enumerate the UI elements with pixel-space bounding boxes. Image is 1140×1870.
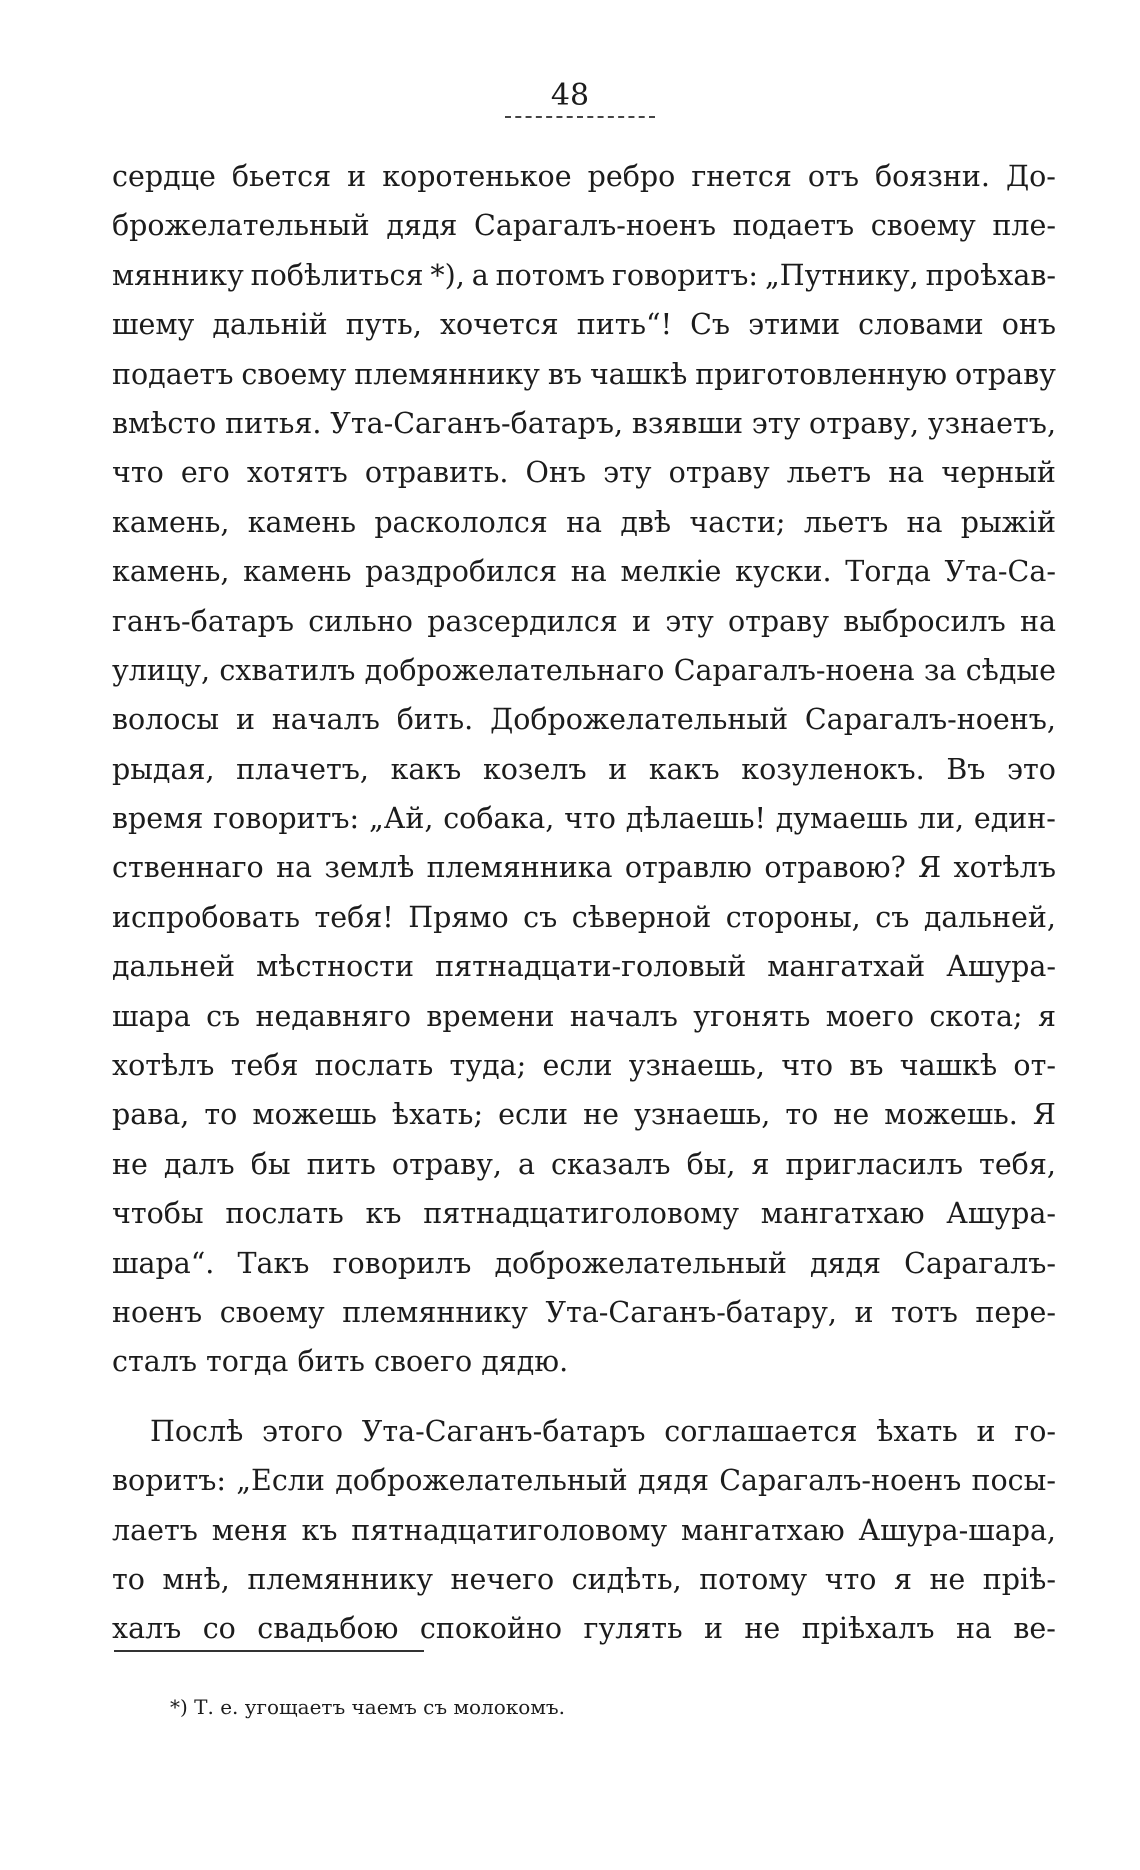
word: гулять (583, 1612, 683, 1646)
word: До- (1005, 160, 1056, 193)
word: Сарагалъ- (904, 1246, 1056, 1280)
word: воритъ: (112, 1464, 226, 1498)
word: началъ (569, 999, 678, 1033)
word: Ута-Саганъ-батару, (545, 1295, 837, 1329)
word: раздробился (365, 555, 558, 589)
word: ребро (587, 160, 676, 193)
word: за (923, 653, 957, 687)
word: ли, (917, 802, 965, 836)
text-line (112, 251, 1056, 300)
word: Ашура- (946, 1197, 1056, 1231)
word: то (204, 1098, 238, 1132)
word: своему (870, 209, 976, 243)
word: пріѣ- (982, 1562, 1056, 1596)
word: отраву (727, 604, 829, 638)
word: улицу, (112, 653, 211, 687)
word: дядя (809, 1246, 882, 1280)
word: пятнадцатиголовому (351, 1513, 668, 1547)
word: части; (689, 505, 786, 539)
word: ѣхать; (391, 1098, 484, 1132)
word: пить“! (576, 308, 673, 342)
word: мѣстности (256, 950, 415, 984)
word: пере- (975, 1295, 1056, 1329)
word: доброжелательный (494, 1246, 787, 1280)
word: камень, (112, 555, 230, 589)
word: хочется (439, 308, 559, 342)
word: не (929, 1562, 966, 1596)
word: говорилъ (332, 1246, 472, 1280)
word: то (785, 1098, 819, 1132)
word: хотѣлъ (953, 851, 1056, 885)
word: туда; (449, 1049, 527, 1083)
word: коротенькое (382, 160, 572, 193)
word: Доброжелательный (490, 703, 789, 737)
word: и (347, 160, 367, 193)
word: къ (301, 1513, 338, 1547)
word: пятнадцатиголовому (423, 1197, 740, 1231)
text-line (112, 695, 1056, 744)
word: чашкѣ (899, 1049, 998, 1083)
word: шему (112, 308, 195, 342)
word: питья. (225, 406, 322, 440)
word: ственнаго (112, 851, 264, 885)
word: Я (1032, 1098, 1056, 1132)
word: разсердился (427, 604, 618, 638)
word: въ (547, 357, 583, 391)
word: отраву (668, 456, 770, 490)
word: племяннику (342, 1295, 528, 1329)
text-line (112, 1337, 1056, 1386)
word: на (566, 505, 603, 539)
word: дальней, (923, 900, 1056, 934)
word: на (888, 456, 925, 490)
word: сидѣть, (571, 1562, 682, 1596)
text-line (112, 1555, 1056, 1604)
word: если (498, 1098, 569, 1132)
word: времени (426, 999, 555, 1033)
word: путь, (345, 308, 422, 342)
word: Я (918, 851, 942, 885)
text-line (112, 1604, 1056, 1653)
word: льетъ (803, 505, 889, 539)
word: что (564, 802, 616, 836)
text-line (112, 992, 1056, 1041)
word: Прямо (408, 900, 509, 934)
word: шара“. (112, 1246, 215, 1280)
word: что (824, 1562, 877, 1596)
word: Съ (690, 308, 731, 342)
word: рыжій (960, 505, 1056, 539)
text-line (112, 1140, 1056, 1189)
text-line (112, 1041, 1056, 1090)
word: племяннику (354, 357, 540, 391)
word: узнаешь, (634, 1098, 771, 1132)
word: куски. (735, 555, 832, 589)
word: землѣ (324, 851, 415, 885)
word: со (202, 1612, 236, 1646)
word: камень, (112, 505, 230, 539)
word: камень (243, 555, 352, 589)
word: дядя (386, 209, 458, 243)
word: Ута-Саганъ-батаръ, (330, 406, 624, 440)
word: соглашается (664, 1414, 858, 1448)
text-line (112, 152, 1056, 201)
word: я (1037, 999, 1056, 1033)
page-number: 48 (550, 78, 590, 113)
word: спокойно (419, 1612, 563, 1646)
word: племяннику (247, 1562, 434, 1596)
word: чтобы (112, 1197, 204, 1231)
word: и (976, 1414, 996, 1448)
word: послать (314, 1049, 434, 1083)
word: ве- (1013, 1612, 1056, 1646)
text-line (112, 547, 1056, 596)
word: нечего (450, 1562, 555, 1596)
word: не (583, 1098, 619, 1132)
word: и (631, 604, 651, 638)
word: проѣхав- (925, 258, 1056, 292)
word: бить. (396, 703, 474, 737)
word: бы (250, 1147, 291, 1181)
word: схватилъ (219, 653, 356, 687)
word: эту (603, 456, 652, 490)
word: послать (225, 1197, 344, 1231)
word: доброжелательный (335, 1464, 628, 1498)
word: приготовленную (695, 357, 948, 391)
word: отравлю (624, 851, 752, 885)
word: время (112, 802, 204, 836)
text-line (112, 498, 1056, 547)
text-line (112, 942, 1056, 991)
word: потомъ (495, 258, 606, 292)
word: на (1019, 604, 1056, 638)
word: камень (247, 505, 357, 539)
word: Ашура- (946, 950, 1056, 984)
word: мангатхаю (680, 1513, 845, 1547)
word: если (542, 1049, 613, 1083)
text-line (112, 893, 1056, 942)
word: „Если (236, 1464, 325, 1498)
text-line (112, 597, 1056, 646)
word: Такъ (237, 1246, 310, 1280)
word: сердце (112, 160, 216, 193)
word: ганъ-батаръ (112, 604, 294, 638)
word: стороны, (725, 900, 861, 934)
text-line (112, 843, 1056, 892)
word: своему (241, 357, 347, 391)
word: дядю. (481, 1345, 569, 1379)
word: хотятъ (246, 456, 348, 490)
word: гнется (691, 160, 792, 193)
word: съ (875, 900, 910, 934)
word: мангатхаю (760, 1197, 925, 1231)
word: на (276, 851, 313, 885)
word: тебя, (979, 1147, 1056, 1181)
word: бы, (686, 1147, 736, 1181)
text-line (112, 300, 1056, 349)
text-line (112, 448, 1056, 497)
word: „Путнику, (764, 258, 919, 292)
word: и (704, 1612, 723, 1646)
word: словами (858, 308, 984, 342)
word: то (112, 1562, 145, 1596)
word: а (471, 258, 489, 292)
word: от- (1013, 1049, 1056, 1083)
word: и (235, 703, 255, 737)
word: сѣверной (571, 900, 712, 934)
word: дальней (112, 950, 236, 984)
word: ѣхать (876, 1414, 958, 1448)
word: а (517, 1147, 535, 1181)
word: недавняго (255, 999, 412, 1033)
word: узнаешь, (628, 1049, 765, 1083)
word: Послѣ (150, 1414, 244, 1448)
word: отъ (807, 160, 859, 193)
word: ноенъ (112, 1295, 203, 1329)
text-line (112, 1189, 1056, 1238)
word: Сарагалъ-ноенъ (474, 209, 716, 243)
word: тогда (206, 1345, 289, 1379)
word: Ута-Са- (944, 555, 1056, 589)
word: пле- (992, 209, 1056, 243)
word: рава, (112, 1098, 190, 1132)
word: не (112, 1147, 148, 1181)
word: на (955, 1612, 992, 1646)
word: плачетъ, (236, 752, 369, 786)
word: вмѣсто (112, 406, 217, 440)
word: своему (219, 1295, 325, 1329)
word: къ (365, 1197, 402, 1231)
word: что (112, 456, 164, 490)
word: скота; (929, 999, 1023, 1033)
word: мангатхай (767, 950, 926, 984)
word: Сарагалъ-ноенъ, (804, 703, 1056, 737)
word: Сарагалъ-ноенъ (719, 1464, 962, 1498)
text-line (112, 1288, 1056, 1337)
text-line (112, 1239, 1056, 1288)
word: тотъ (891, 1295, 958, 1329)
body-text (112, 152, 1056, 1654)
word: и (854, 1295, 874, 1329)
text-line (112, 350, 1056, 399)
word: Сарагалъ-ноена (673, 653, 915, 687)
paragraph (112, 1407, 1056, 1654)
word: не (833, 1098, 870, 1132)
word: един- (973, 802, 1056, 836)
footnote: *) Т. е. угощаетъ чаемъ съ молокомъ. (170, 1695, 565, 1719)
word: бьется (231, 160, 332, 193)
word: брожелательный (112, 209, 370, 243)
word: отраву, (809, 406, 920, 440)
text-line (112, 399, 1056, 448)
word: взявши (631, 406, 743, 440)
word: тебя (230, 1049, 299, 1083)
word: дядя (637, 1464, 709, 1498)
text-line (112, 794, 1056, 843)
text-line (112, 646, 1056, 695)
word: съ (206, 999, 241, 1033)
word: собака, (443, 802, 555, 836)
word: дѣлаешь! (625, 802, 766, 836)
word: можешь (252, 1098, 377, 1132)
word: на (906, 505, 943, 539)
word: мяннику (112, 258, 244, 292)
word: чашкѣ (589, 357, 688, 391)
word: выбросилъ (843, 604, 1006, 638)
text-line (112, 1456, 1056, 1505)
word: угонять (693, 999, 811, 1033)
word: съ (523, 900, 558, 934)
word: меня (211, 1513, 288, 1547)
footnote-separator (114, 1650, 424, 1652)
word: тебя! (314, 900, 394, 934)
text-line (112, 745, 1056, 794)
text-line (112, 1407, 1056, 1456)
word: козелъ (482, 752, 587, 786)
word: мелкіе (620, 555, 722, 589)
word: лаетъ (112, 1513, 198, 1547)
word: подаетъ (732, 209, 855, 243)
word: Ута-Саганъ-батаръ (361, 1414, 646, 1448)
word: сталъ (112, 1345, 197, 1379)
word: раскололся (374, 505, 548, 539)
word: бить (297, 1345, 365, 1379)
word: побѣлиться (250, 258, 424, 292)
word: подаетъ (112, 357, 234, 391)
word: Онъ (525, 456, 586, 490)
word: что (781, 1049, 834, 1083)
word: льетъ (786, 456, 872, 490)
word: какъ (648, 752, 720, 786)
word: и (608, 752, 628, 786)
word: халъ (112, 1612, 182, 1646)
word: доброжелательнаго (364, 653, 665, 687)
word: эту (751, 406, 801, 440)
word: хотѣлъ (112, 1049, 215, 1083)
word: пріѣхалъ (801, 1612, 935, 1646)
word: я (751, 1147, 770, 1181)
word: волосы (112, 703, 220, 737)
word: племянника (426, 851, 613, 885)
word: далъ (163, 1147, 235, 1181)
word: потому (699, 1562, 808, 1596)
word: мнѣ, (162, 1562, 230, 1596)
word: думаешь (775, 802, 909, 836)
word: черный (941, 456, 1056, 490)
word: это (1007, 752, 1056, 786)
word: „Ай, (368, 802, 434, 836)
word: Ашура-шара, (858, 1513, 1056, 1547)
paragraph-gap (112, 1387, 1056, 1407)
word: Тогда (845, 555, 931, 589)
word: пригласилъ (785, 1147, 964, 1181)
word: сѣдые (965, 653, 1056, 687)
word: козуленокъ. (741, 752, 925, 786)
word: говоритъ: (213, 802, 360, 836)
word: рыдая, (112, 752, 215, 786)
word: эту (665, 604, 714, 638)
word: на (570, 555, 607, 589)
word: не (744, 1612, 781, 1646)
paragraph (112, 152, 1056, 1387)
word: отраву (954, 357, 1056, 391)
text-line (112, 1090, 1056, 1139)
word: дальній (212, 308, 328, 342)
word: своего (374, 1345, 473, 1379)
text-line (112, 201, 1056, 250)
word: го- (1014, 1414, 1056, 1448)
word: онъ (1001, 308, 1056, 342)
word: его (180, 456, 230, 490)
word: сильно (308, 604, 413, 638)
word: боязни. (875, 160, 990, 193)
word: Въ (946, 752, 986, 786)
word: въ (849, 1049, 884, 1083)
word: *), (430, 258, 465, 292)
word: этого (262, 1414, 343, 1448)
word: узнаетъ, (927, 406, 1056, 440)
word: какъ (390, 752, 462, 786)
word: посы- (971, 1464, 1056, 1498)
word: двѣ (620, 505, 672, 539)
word: можешь. (884, 1098, 1018, 1132)
word: свадьбою (257, 1612, 399, 1646)
word: я (893, 1562, 912, 1596)
word: пить (306, 1147, 376, 1181)
text-line (112, 1506, 1056, 1555)
word: отравою? (764, 851, 906, 885)
word: испробовать (112, 900, 300, 934)
word: говоритъ: (611, 258, 759, 292)
word: моего (825, 999, 914, 1033)
word: шара (112, 999, 191, 1033)
word: отраву, (391, 1147, 502, 1181)
word: пятнадцати-головый (435, 950, 747, 984)
page-number-rule (505, 116, 655, 118)
word: отравить. (364, 456, 509, 490)
word: началъ (271, 703, 380, 737)
word: сказалъ (551, 1147, 671, 1181)
word: этими (748, 308, 841, 342)
